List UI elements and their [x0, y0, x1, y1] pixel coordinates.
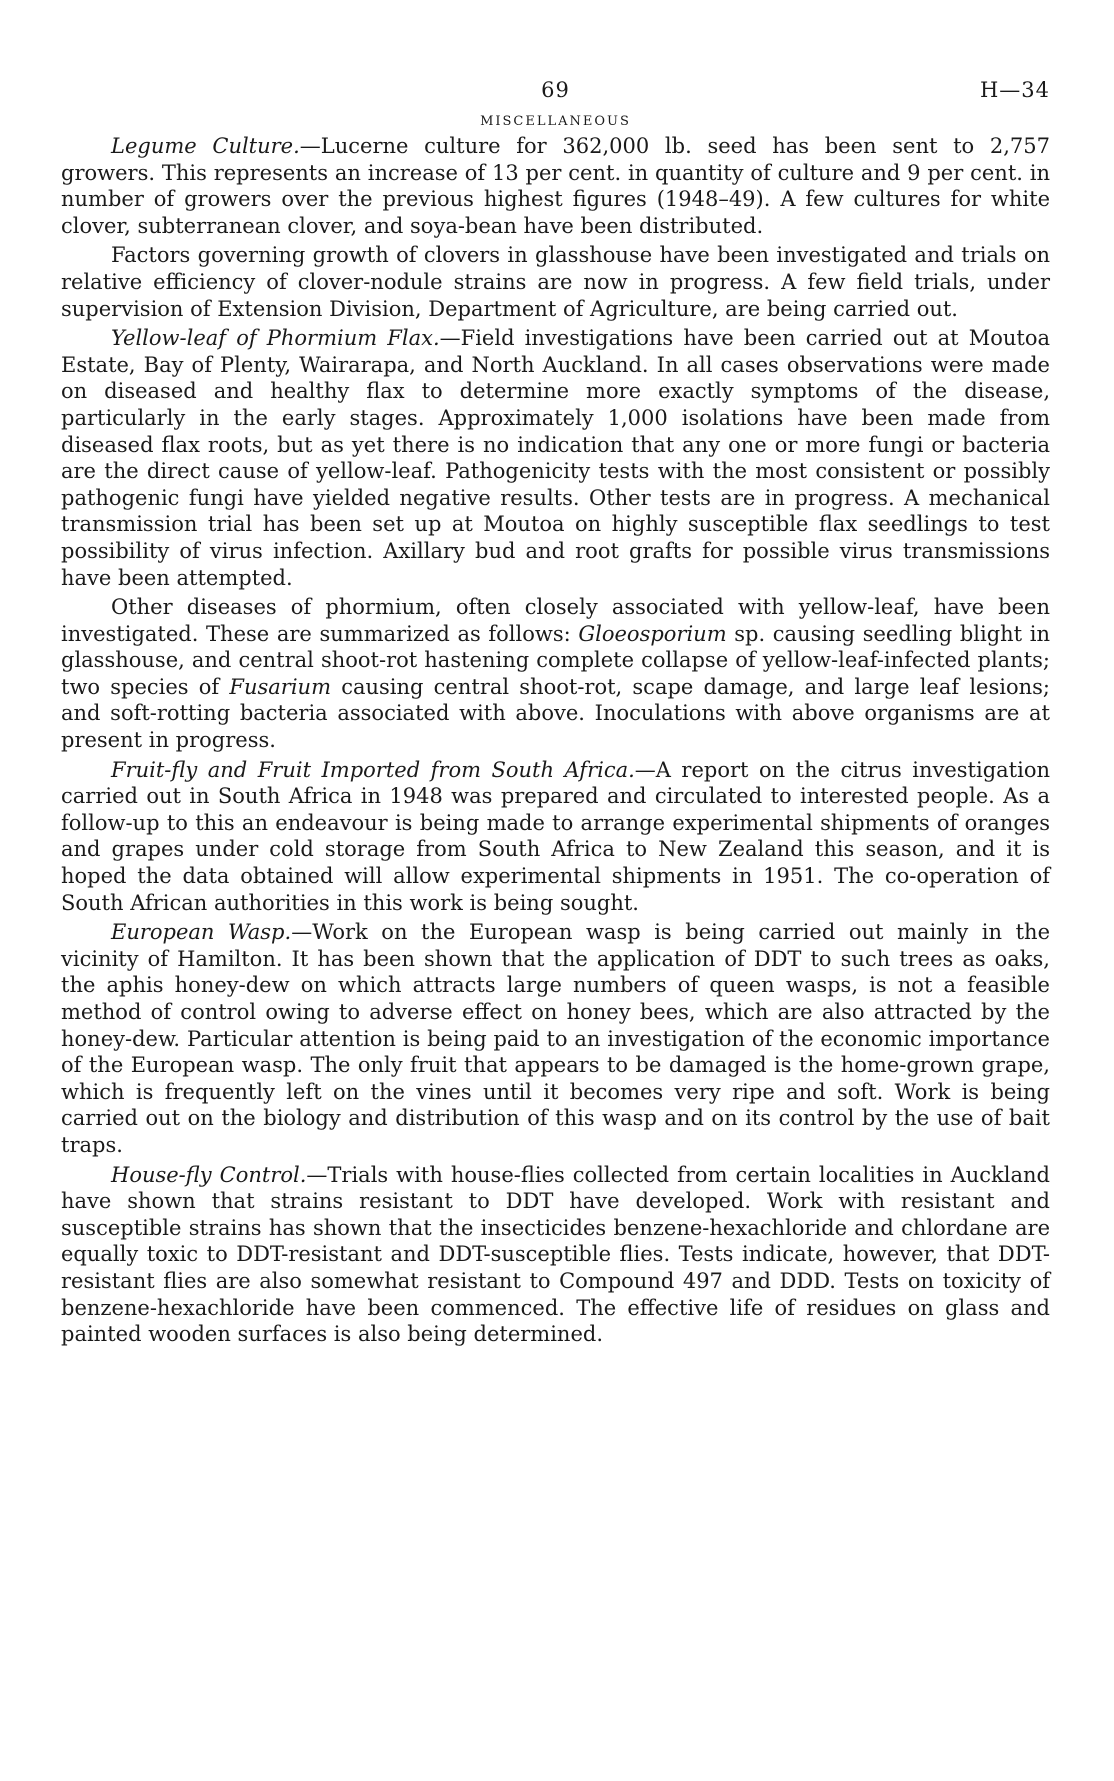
paragraph-text: —Work on the European wasp is being carried out mainly in the vicinity of Hamilton. It has been shown that the application of DDT to such trees as oaks, the aphis honey-dew on which attracts large numbers of queen wasps, is not a feasible method of control owing to adverse effect on honey bees, which are also attracted by the honey-dew. Particular attention is being paid to an investigation of the economic importance of the European wasp. The only fruit that appears to be damaged is the home-grown grape, which is frequently left on the vines until it becomes very ripe and soft. Work is being carried out on the biology and distribution of this wasp and on its control by the use of bait traps. [61, 920, 1050, 1157]
paragraph-fruit-fly [61, 757, 1050, 917]
taxon-name: Fusarium [229, 674, 331, 699]
paragraph-text: sp. causing seedling blight in glasshouse, and central shoot-rot hastening complete collapse of yellow-leaf-infected plants; two species of [61, 621, 1050, 699]
paragraph-text: Other diseases of phormium, often closely associated with yellow-leaf, have been investigated. These are summarized as follows: [61, 595, 1050, 646]
paragraph-legume-culture [61, 133, 1050, 239]
paragraph-clover-factors [61, 242, 1050, 322]
taxon-name: Gloeosporium [578, 621, 727, 646]
paragraph-heading: European Wasp. [111, 920, 292, 945]
paragraph-text: —Trials with house-flies collected from certain localities in Auckland have shown that strains resistant to DDT have developed. Work with resistant and susceptible strains has shown that the insecticides benzene-hexachloride and chlordane are equally toxic to DDT-resistant and DDT-susceptible flies. Tests indicate, however, that DDT-resistant flies are also somewhat resistant to Compound 497 and DDD. Tests on toxicity of benzene-hexachloride have been commenced. The effective life of residues on glass and painted wooden surfaces is also being determined. [61, 1162, 1050, 1347]
section-heading: MISCELLANEOUS [480, 114, 631, 129]
paragraph-yellow-leaf [61, 325, 1050, 591]
paragraph-text: —Field investigations have been carried out at Moutoa Estate, Bay of Plenty, Wairarapa, and North Auckland. In all cases observations were made on diseased and healthy flax to determine more exactly symptoms of the disease, particularly in the early stages. Approximately 1,000 isolations have been made from diseased flax roots, but as yet there is no indication that any one or more fungi or bacteria are the direct cause of yellow-leaf. Pathogenicity tests with the most consistent or possibly pathogenic fungi have yielded negative results. Other tests are in progress. A mechanical transmission trial has been set up at Moutoa on highly susceptible flax seedlings to test possibility of virus infection. Axillary bud and root grafts for possible virus transmissions have been attempted. [61, 326, 1050, 590]
paragraph-text: —A report on the citrus investigation carried out in South Africa in 1948 was prepared and circulated to interested people. As a follow-up to this an endeavour is being made to arrange experimental shipments of oranges and grapes under cold storage from South Africa to New Zealand this season, and it is hoped the data obtained will allow experimental shipments in 1951. The co-operation of South African authorities in this work is being sought. [61, 757, 1050, 915]
page-number: 69 [541, 78, 570, 102]
paragraph-heading: Fruit-fly and Fruit Imported from South Africa. [111, 757, 635, 782]
document-page [61, 78, 1050, 1348]
paragraph-text: causing central shoot-rot, scape damage, and large leaf lesions; and soft-rotting bacteria associated with above. Inoculations with above organisms are at present in progress. [61, 674, 1050, 753]
page-header [61, 78, 1050, 114]
paragraph-text: Factors governing growth of clovers in glasshouse have been investigated and trials on relative efficiency of clover-nodule strains are now in progress. A few field trials, under supervision of Extension Division, Department of Agriculture, are being carried out. [61, 243, 1050, 321]
document-reference: H—34 [979, 78, 1050, 102]
paragraph-european-wasp [61, 919, 1050, 1158]
paragraph-heading: Legume Culture. [111, 134, 300, 158]
paragraph-heading: Yellow-leaf of Phormium Flax. [111, 326, 440, 351]
paragraph-house-fly [61, 1162, 1050, 1348]
paragraph-text: —Lucerne culture for 362,000 lb. seed has been sent to 2,757 growers. This represents an increase of 13 per cent. in quantity of culture and 9 per cent. in number of growers over the previous highest figures (1948–49). A few cultures for white clover, subterranean clover, and soya-bean have been distributed. [61, 134, 1050, 238]
paragraph-heading: House-fly Control. [111, 1162, 307, 1187]
paragraph-other-diseases [61, 594, 1050, 754]
